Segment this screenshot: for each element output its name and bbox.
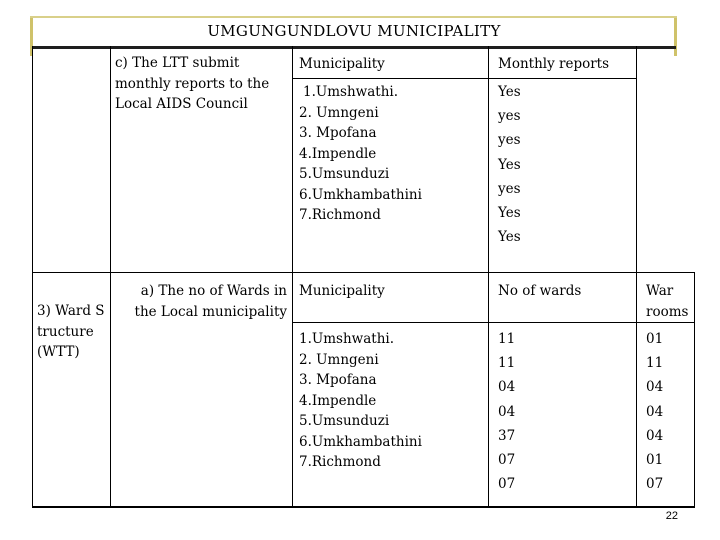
list-item: yes (498, 180, 521, 197)
col-divider-2 (292, 46, 293, 507)
list-item: 2. Umngeni (299, 104, 379, 121)
section-c-municipality-header: Municipality (299, 56, 385, 72)
list-item: 07 (498, 452, 516, 469)
header-divider (32, 46, 676, 49)
section-3-description: a) The no of Wards in the Local municipality (134, 283, 287, 320)
table-bottom-border (32, 506, 695, 508)
list-item: 04 (646, 427, 664, 444)
list-item: 6.Umkhambathini (299, 186, 422, 203)
list-item: 07 (498, 476, 516, 493)
list-item: 6.Umkhambathini (299, 433, 422, 450)
list-item: 04 (646, 379, 664, 396)
list-item: 5.Umsunduzi (299, 413, 390, 429)
list-item: Yes (498, 156, 521, 173)
table-left-border (32, 46, 33, 507)
list-item: 7.Richmond (299, 454, 381, 470)
list-item: 2. Umngeni (299, 351, 379, 368)
section-3-wards-list (498, 327, 515, 496)
section-c-reports-list (498, 80, 521, 249)
list-item: 07 (646, 476, 664, 493)
page-title: UMGUNGUNDLOVU MUNICIPALITY (207, 22, 501, 40)
list-item: Yes (498, 205, 521, 222)
section-c-municipality-list (299, 82, 422, 226)
section-3-war-rooms-header: War rooms (646, 283, 689, 320)
section-3-municipality-header: Municipality (299, 283, 385, 299)
list-item: Yes (498, 84, 521, 100)
list-item: 3. Mpofana (299, 372, 377, 388)
list-item: 01 (646, 452, 664, 469)
list-item: 04 (646, 403, 664, 420)
row-divider-section (32, 272, 695, 273)
list-item: 4.Impendle (299, 145, 377, 162)
list-item: 1.Umshwathi. (299, 331, 395, 347)
table-right-border (694, 272, 695, 507)
list-item: 04 (498, 403, 516, 420)
col-divider-3 (488, 46, 489, 507)
list-item: 4.Impendle (299, 392, 377, 409)
list-item: 11 (498, 331, 516, 347)
section-c-description: c) The LTT submit monthly reports to the Local AIDS Council (115, 55, 270, 112)
section-c-reports-header: Monthly reports (498, 56, 610, 72)
list-item: 37 (498, 427, 516, 444)
list-item: 7.Richmond (299, 207, 381, 223)
page-number: 22 (665, 510, 678, 522)
section-3-label: 3) Ward Structure (WTT) (37, 303, 105, 360)
list-item: 3. Mpofana (299, 125, 377, 141)
col-divider-4 (636, 46, 637, 507)
list-item: 04 (498, 379, 516, 396)
list-item: yes (498, 108, 521, 125)
section-3-wards-header: No of wards (498, 283, 582, 299)
list-item: 01 (646, 331, 664, 347)
col-divider-1 (110, 46, 111, 507)
list-item: 1.Umshwathi. (303, 84, 399, 100)
list-item: yes (498, 132, 521, 149)
row-divider-c-header (292, 78, 637, 79)
list-item: 11 (498, 355, 516, 372)
list-item: Yes (498, 229, 521, 246)
list-item: 5.Umsunduzi (299, 166, 390, 182)
decor-bar-top (30, 16, 677, 18)
row-divider-3-header (292, 322, 695, 323)
section-3-war-rooms-list (646, 327, 663, 496)
section-3-municipality-list (299, 329, 422, 473)
list-item: 11 (646, 355, 664, 372)
